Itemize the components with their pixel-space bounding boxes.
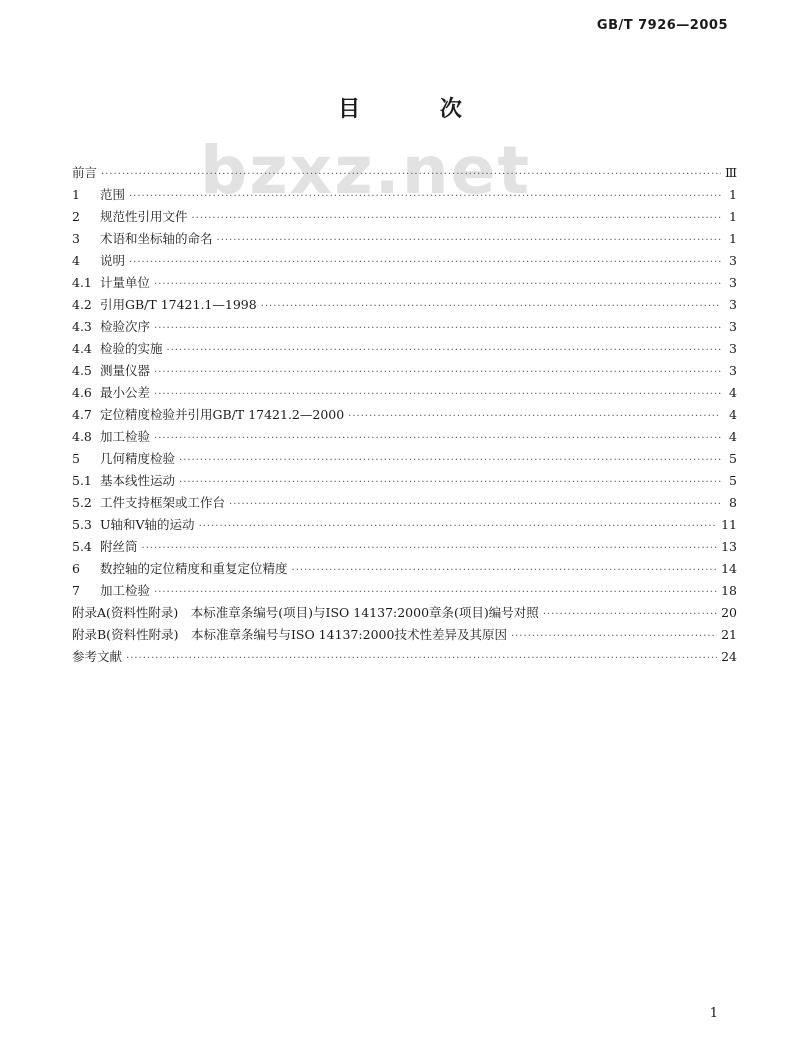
toc-entry[interactable]: [72, 184, 737, 206]
toc-entry-page: 5: [729, 451, 737, 466]
toc-entry-label: 加工检验: [100, 583, 151, 598]
toc-dot-leader: [292, 560, 718, 582]
toc-entry-number: 1: [72, 187, 80, 202]
toc-entry-number: 4.3: [72, 319, 92, 334]
toc-entry-number: 5.4: [72, 539, 92, 554]
toc-dot-leader: [154, 318, 721, 340]
toc-dot-leader: [154, 428, 721, 450]
toc-entry[interactable]: [72, 448, 737, 470]
toc-entry-label: 测量仪器: [100, 363, 151, 378]
toc-dot-leader: [217, 230, 721, 252]
toc-entry-number: 4.4: [72, 341, 92, 356]
toc-entry[interactable]: [72, 602, 737, 624]
toc-entry-number: 5: [72, 451, 80, 466]
toc-entry[interactable]: [72, 294, 737, 316]
toc-entry-page: Ⅲ: [724, 165, 737, 180]
toc-entry-page: 4: [729, 385, 737, 400]
toc-entry-page: 24: [721, 649, 737, 664]
toc-entry-number: 4.5: [72, 363, 92, 378]
toc-entry-page: 18: [721, 583, 737, 598]
toc-entry-number: 2: [72, 209, 80, 224]
toc-entry[interactable]: [72, 514, 737, 536]
toc-dot-leader: [167, 340, 721, 362]
toc-dot-leader: [154, 274, 721, 296]
toc-dot-leader: [199, 516, 718, 538]
toc-entry-number: 3: [72, 231, 80, 246]
toc-entry-page: 21: [721, 627, 737, 642]
toc-entry[interactable]: [72, 162, 737, 184]
toc-entry-label: 定位精度检验并引用GB/T 17421.2—2000: [100, 407, 345, 422]
toc-entry[interactable]: [72, 492, 737, 514]
toc-entry-number: 5.2: [72, 495, 92, 510]
toc-entry-number: 4.6: [72, 385, 92, 400]
toc-entry[interactable]: [72, 206, 737, 228]
toc-dot-leader: [229, 494, 721, 516]
standard-code: GB/T 7926—2005: [596, 18, 728, 33]
toc-entry[interactable]: [72, 338, 737, 360]
toc-entry-page: 1: [729, 187, 737, 202]
toc-entry-page: 14: [721, 561, 737, 576]
toc-entry-page: 1: [729, 231, 737, 246]
toc-dot-leader: [154, 362, 721, 384]
toc-entry[interactable]: [72, 272, 737, 294]
toc-entry-page: 3: [729, 297, 737, 312]
toc-dot-leader: [101, 164, 721, 186]
toc-entry[interactable]: [72, 228, 737, 250]
toc-entry-label: 附录B(资料性附录) 本标准章条编号与ISO 14137:2000技术性差异及其原因: [72, 627, 507, 642]
toc-entry[interactable]: [72, 360, 737, 382]
toc-entry[interactable]: [72, 250, 737, 272]
toc-entry-page: 3: [729, 319, 737, 334]
toc-entry-page: 8: [729, 495, 737, 510]
toc-entry-number: 4.2: [72, 297, 92, 312]
toc-entry-page: 20: [721, 605, 737, 620]
toc-entry[interactable]: [72, 536, 737, 558]
toc-entry-label: 前言: [72, 165, 98, 180]
toc-entry-page: 4: [729, 407, 737, 422]
toc-dot-leader: [543, 604, 717, 626]
toc-entry-page: 1: [729, 209, 737, 224]
toc-entry-label: 术语和坐标轴的命名: [100, 231, 213, 246]
toc-entry-label: 规范性引用文件: [100, 209, 188, 224]
toc-entry-number: 4.1: [72, 275, 92, 290]
toc-entry-label: 数控轴的定位精度和重复定位精度: [100, 561, 288, 576]
toc-dot-leader: [126, 648, 717, 670]
toc-entry-label: 引用GB/T 17421.1—1998: [100, 297, 257, 312]
toc-entry-label: 工件支持框架或工作台: [100, 495, 226, 510]
toc-dot-leader: [511, 626, 717, 648]
toc-dot-leader: [261, 296, 721, 318]
toc-entry-number: 5.1: [72, 473, 92, 488]
toc-entry-number: 6: [72, 561, 80, 576]
toc-entry-label: 范围: [100, 187, 126, 202]
table-of-contents: [72, 162, 737, 668]
toc-entry-page: 4: [729, 429, 737, 444]
toc-entry[interactable]: [72, 382, 737, 404]
toc-entry-page: 11: [721, 517, 737, 532]
toc-entry[interactable]: [72, 316, 737, 338]
toc-entry-number: 5.3: [72, 517, 92, 532]
toc-entry-label: U轴和V轴的运动: [100, 517, 195, 532]
toc-entry-label: 加工检验: [100, 429, 151, 444]
toc-entry-page: 3: [729, 253, 737, 268]
toc-entry-label: 说明: [100, 253, 126, 268]
toc-entry[interactable]: [72, 426, 737, 448]
toc-dot-leader: [179, 472, 721, 494]
toc-entry-number: 4.8: [72, 429, 92, 444]
page-number: 1: [709, 1006, 718, 1021]
toc-dot-leader: [154, 582, 717, 604]
toc-dot-leader: [154, 384, 721, 406]
toc-dot-leader: [348, 406, 721, 428]
toc-dot-leader: [192, 208, 721, 230]
toc-entry-label: 附丝筒: [100, 539, 138, 554]
toc-entry-label: 检验的实施: [100, 341, 163, 356]
toc-entry-number: 4.7: [72, 407, 92, 422]
toc-entry[interactable]: [72, 558, 737, 580]
toc-entry-label: 几何精度检验: [100, 451, 176, 466]
toc-entry-label: 计量单位: [100, 275, 151, 290]
toc-dot-leader: [129, 252, 721, 274]
toc-entry[interactable]: [72, 404, 737, 426]
toc-entry-page: 3: [729, 341, 737, 356]
toc-dot-leader: [179, 450, 721, 472]
toc-entry-page: 13: [721, 539, 737, 554]
watermark: bzxz.net: [200, 132, 532, 209]
toc-entry[interactable]: [72, 470, 737, 492]
toc-entry-label: 最小公差: [100, 385, 151, 400]
toc-entry-page: 3: [729, 363, 737, 378]
toc-dot-leader: [129, 186, 721, 208]
toc-entry-number: 7: [72, 583, 80, 598]
toc-entry-label: 参考文献: [72, 649, 123, 664]
toc-dot-leader: [142, 538, 718, 560]
page-title: 目 次: [338, 97, 498, 122]
toc-entry-page: 3: [729, 275, 737, 290]
toc-entry-label: 附录A(资料性附录) 本标准章条编号(项目)与ISO 14137:2000章条(项目)编号对照: [72, 605, 539, 620]
toc-entry[interactable]: [72, 580, 737, 602]
toc-entry-number: 4: [72, 253, 80, 268]
toc-entry-label: 基本线性运动: [100, 473, 176, 488]
toc-entry[interactable]: [72, 646, 737, 668]
toc-entry-page: 5: [729, 473, 737, 488]
toc-entry-label: 检验次序: [100, 319, 151, 334]
toc-entry[interactable]: [72, 624, 737, 646]
